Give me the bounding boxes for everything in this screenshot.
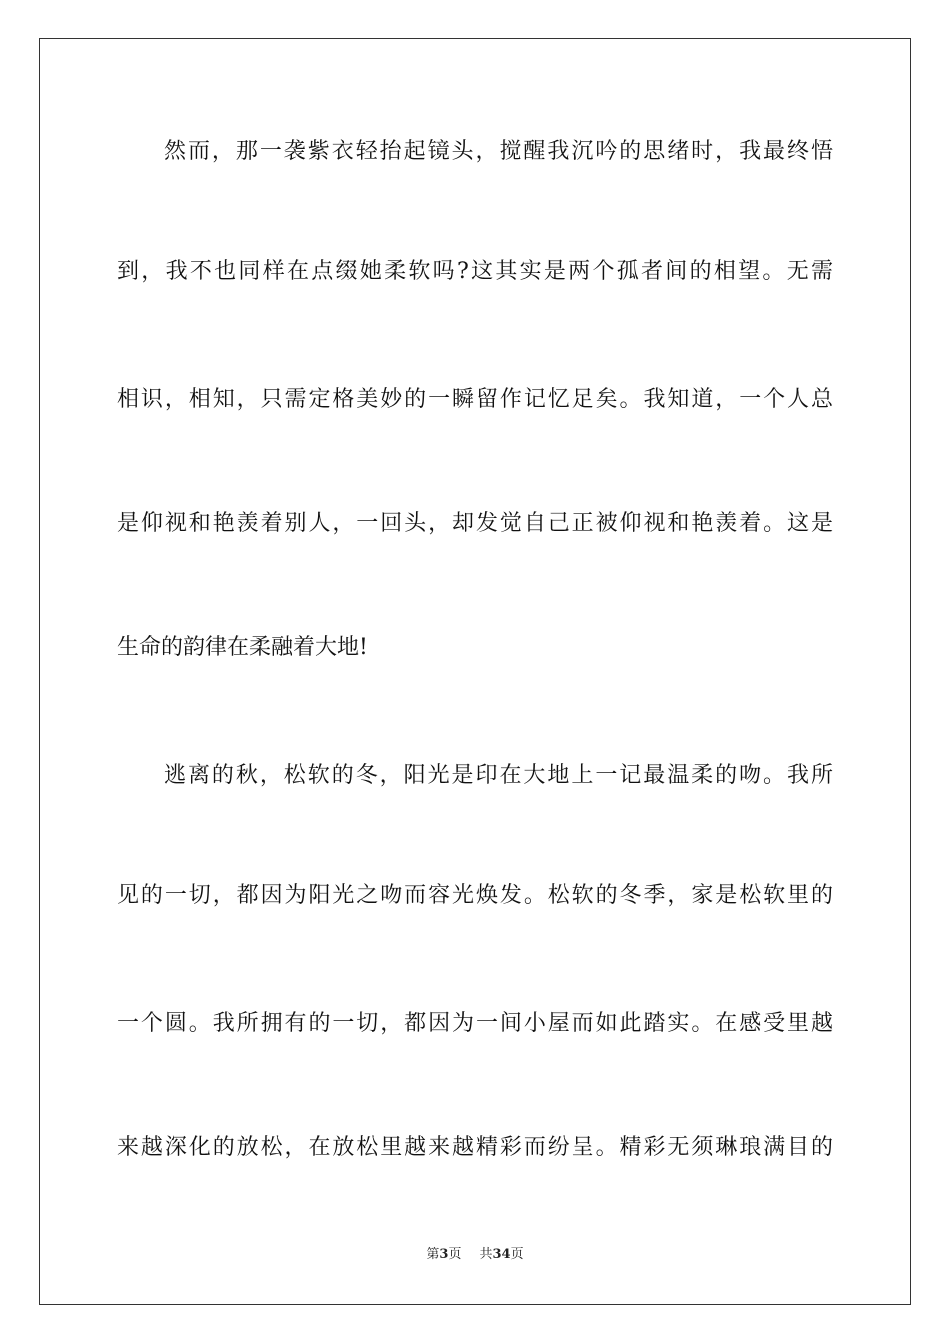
- page-number: 3: [439, 1247, 449, 1262]
- paragraph-1-line-2: 到，我不也同样在点缀她柔软吗?这其实是两个孤者间的相望。无需: [117, 259, 833, 284]
- page-suffix: 页: [448, 1247, 462, 1262]
- paragraph-1-line-1: 然而，那一袭紫衣轻抬起镜头，搅醒我沉吟的思绪时，我最终悟: [164, 139, 833, 164]
- total-suffix: 页: [510, 1247, 524, 1262]
- paragraph-1-line-5: 生命的韵律在柔融着大地!: [117, 635, 368, 660]
- paragraph-2-line-4: 来越深化的放松，在放松里越来越精彩而纷呈。精彩无须琳琅满目的: [117, 1135, 833, 1160]
- total-pages: 34: [492, 1247, 511, 1262]
- paragraph-1-line-4: 是仰视和艳羡着别人，一回头，却发觉自己正被仰视和艳羡着。这是: [117, 511, 833, 536]
- paragraph-1-line-3: 相识，相知，只需定格美妙的一瞬留作记忆足矣。我知道，一个人总: [117, 387, 833, 412]
- paragraph-2-line-1: 逃离的秋，松软的冬，阳光是印在大地上一记最温柔的吻。我所: [164, 763, 833, 788]
- page-footer: [0, 1246, 950, 1264]
- paragraph-2-line-2: 见的一切，都因为阳光之吻而容光焕发。松软的冬季，家是松软里的: [117, 883, 833, 908]
- total-prefix: 共: [479, 1247, 493, 1262]
- page-prefix: 第: [426, 1247, 440, 1262]
- page-frame: [39, 38, 911, 1305]
- paragraph-2-line-3: 一个圆。我所拥有的一切，都因为一间小屋而如此踏实。在感受里越: [117, 1011, 833, 1036]
